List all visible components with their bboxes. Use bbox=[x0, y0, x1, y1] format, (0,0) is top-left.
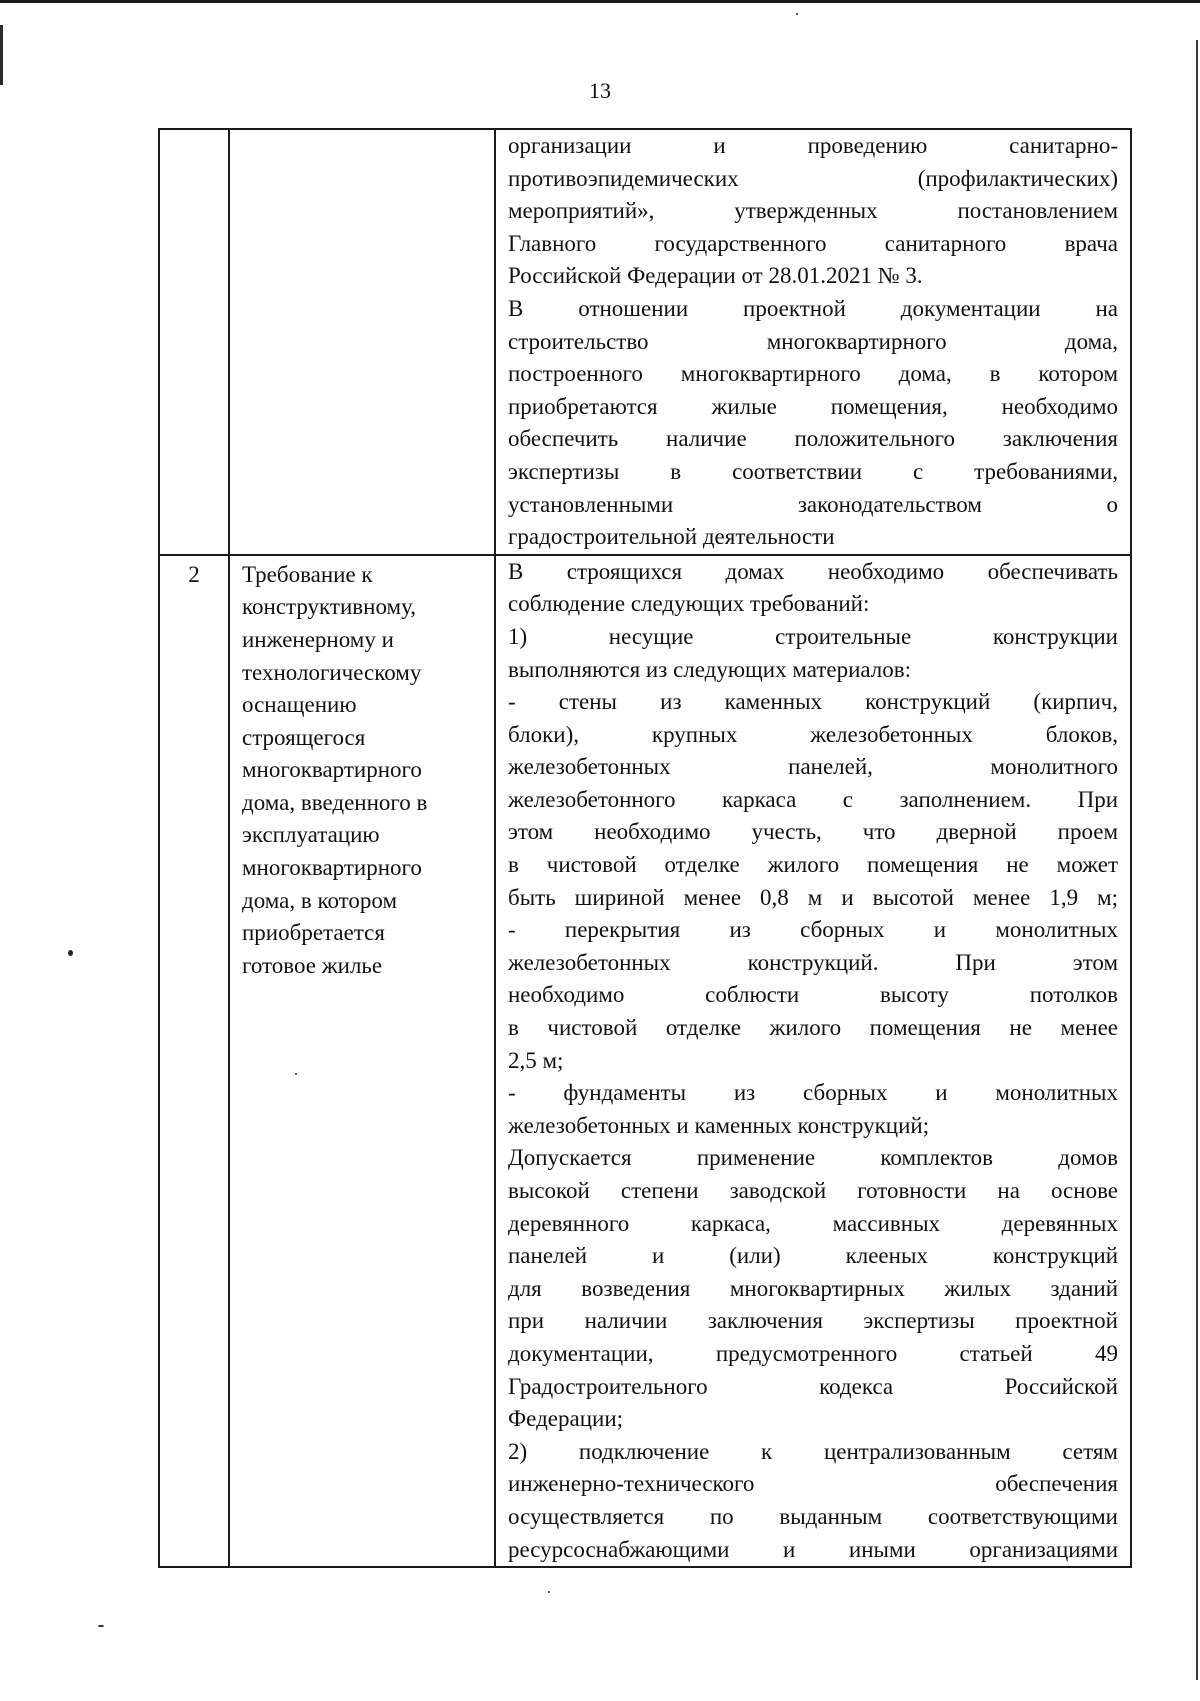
text-line: Градостроительного кодекса Российской bbox=[508, 1373, 1118, 1399]
text-line: инженерно-технического обеспечения bbox=[508, 1471, 1118, 1497]
requirements-table bbox=[158, 128, 1132, 1568]
text-line: ресурсоснабжающими и иными организациями bbox=[508, 1536, 1118, 1562]
text-line: блоки), крупных железобетонных блоков, bbox=[508, 721, 1118, 747]
requirement-name-line: оснащению bbox=[242, 692, 357, 718]
text-line: 1) несущие строительные конструкции bbox=[508, 623, 1118, 649]
requirement-name-cell bbox=[229, 555, 495, 1567]
text-line: В отношении проектной документации на bbox=[508, 295, 1118, 321]
table-row bbox=[159, 555, 1131, 1567]
requirement-name-line: эксплуатацию bbox=[242, 822, 380, 848]
text-line: - перекрытия из сборных и монолитных bbox=[508, 917, 1118, 943]
table-row bbox=[159, 129, 1131, 555]
text-line: при наличии заключения экспертизы проектной bbox=[508, 1308, 1118, 1334]
text-line: Главного государственного санитарного врача bbox=[508, 230, 1118, 256]
text-line: 2) подключение к централизованным сетям bbox=[508, 1438, 1118, 1464]
text-line: 2,5 м; bbox=[508, 1047, 564, 1073]
text-line: строительство многоквартирного дома, bbox=[508, 328, 1118, 354]
requirement-name-line: Требование к bbox=[242, 561, 373, 587]
requirement-name-line: приобретается bbox=[242, 920, 385, 946]
requirement-name-line: дома, введенного в bbox=[242, 789, 428, 815]
requirement-name-line: технологическому bbox=[242, 659, 422, 685]
requirement-name-line: многоквартирного bbox=[242, 855, 422, 881]
text-line: - стены из каменных конструкций (кирпич, bbox=[508, 689, 1118, 715]
requirement-name-line: инженерному и bbox=[242, 626, 394, 652]
text-line: панелей и (или) клееных конструкций bbox=[508, 1243, 1118, 1269]
scan-speck bbox=[796, 13, 798, 15]
text-line: организации и проведению санитарно- bbox=[508, 133, 1118, 158]
requirement-name-line: строящегося bbox=[242, 724, 366, 750]
text-line: экспертизы в соответствии с требованиями, bbox=[508, 458, 1118, 484]
text-line: Российской Федерации от 28.01.2021 № 3. bbox=[508, 263, 923, 289]
text-line: установленными законодательством о bbox=[508, 491, 1118, 517]
text-line: в чистовой отделке жилого помещения не менее bbox=[508, 1015, 1118, 1041]
requirement-name-cell bbox=[229, 129, 495, 555]
text-line: документации, предусмотренного статьей 49 bbox=[508, 1340, 1118, 1366]
text-line: соблюдение следующих требований: bbox=[508, 591, 870, 617]
text-line: железобетонных панелей, монолитного bbox=[508, 754, 1118, 780]
requirement-name-line: готовое жилье bbox=[242, 952, 383, 978]
text-line: построенного многоквартирного дома, в котором bbox=[508, 361, 1118, 387]
text-line: выполняются из следующих материалов: bbox=[508, 656, 912, 682]
text-line: необходимо соблюсти высоту потолков bbox=[508, 982, 1118, 1008]
scan-speck bbox=[98, 1625, 104, 1627]
text-line: Федерации; bbox=[508, 1406, 624, 1432]
text-line: для возведения многоквартирных жилых зданий bbox=[508, 1275, 1118, 1301]
text-line: градостроительной деятельности bbox=[508, 524, 835, 550]
scan-speck bbox=[548, 1591, 550, 1593]
requirement-name-line: дома, в котором bbox=[242, 887, 398, 913]
text-line: железобетонных конструкций. При этом bbox=[508, 949, 1118, 975]
text-line: быть шириной менее 0,8 м и высотой менее 1,9 м; bbox=[508, 884, 1118, 910]
requirement-text-cell bbox=[495, 555, 1131, 1567]
requirement-name-line: конструктивному, bbox=[242, 594, 417, 620]
page-number: 13 bbox=[589, 78, 611, 103]
text-line: мероприятий», утвержденных постановлением bbox=[508, 198, 1118, 224]
text-line: железобетонных и каменных конструкций; bbox=[508, 1112, 930, 1138]
row-number-cell bbox=[159, 129, 229, 555]
requirement-name-line: многоквартирного bbox=[242, 757, 422, 783]
text-line: Допускается применение комплектов домов bbox=[508, 1145, 1118, 1171]
scan-edge-top bbox=[0, 0, 1200, 3]
scan-speck bbox=[68, 950, 73, 956]
requirement-text-cell bbox=[495, 129, 1131, 555]
text-line: обеспечить наличие положительного заключения bbox=[508, 426, 1118, 452]
text-line: - фундаменты из сборных и монолитных bbox=[508, 1080, 1118, 1106]
text-line: железобетонного каркаса с заполнением. При bbox=[508, 786, 1118, 812]
text-line: деревянного каркаса, массивных деревянных bbox=[508, 1210, 1118, 1236]
text-line: приобретаются жилые помещения, необходимо bbox=[508, 393, 1118, 419]
text-line: осуществляется по выданным соответствующими bbox=[508, 1503, 1118, 1529]
text-line: в чистовой отделке жилого помещения не может bbox=[508, 852, 1118, 878]
text-line: высокой степени заводской готовности на основе bbox=[508, 1178, 1118, 1203]
text-line: В строящихся домах необходимо обеспечивать bbox=[508, 558, 1118, 584]
row-number-cell: 2 bbox=[159, 555, 229, 1567]
text-line: этом необходимо учесть, что дверной проем bbox=[508, 819, 1118, 845]
text-line: противоэпидемических (профилактических) bbox=[508, 165, 1118, 191]
scan-edge-left bbox=[0, 25, 3, 85]
scan-edge-right bbox=[1196, 40, 1198, 1680]
